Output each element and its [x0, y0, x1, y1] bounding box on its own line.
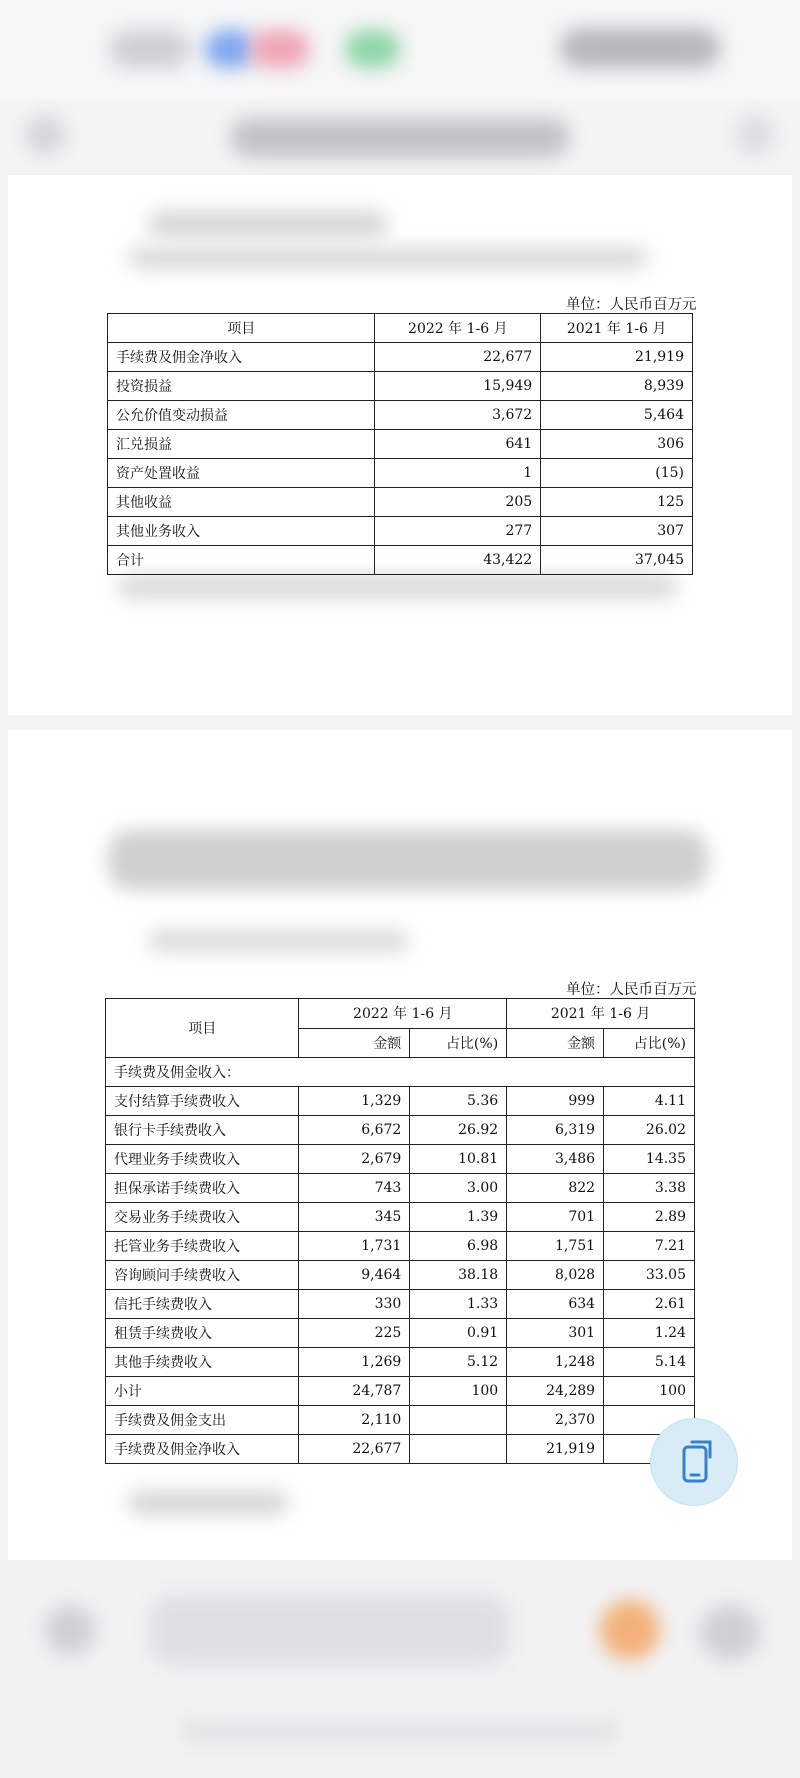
table2-amount-2022: 1,329 — [299, 1087, 410, 1116]
table2-amount-2021: 21,919 — [507, 1435, 604, 1464]
table2-share-2021: 4.11 — [604, 1087, 695, 1116]
table1-value-2022: 43,422 — [375, 546, 541, 575]
page1-text-blurred — [128, 247, 648, 269]
table2-unit: 单位：人民币百万元 — [566, 982, 697, 998]
table1-value-2021: 306 — [541, 430, 693, 459]
table2-share-2021: 5.14 — [604, 1348, 695, 1377]
table1-total-row — [108, 546, 693, 575]
table2-amount-2021: 2,370 — [507, 1406, 604, 1435]
table2-header-amount-2021: 金额 — [507, 1028, 604, 1058]
status-blue-blob — [205, 30, 255, 68]
table2-amount-2021: 8,028 — [507, 1261, 604, 1290]
table2-amount-2022: 1,269 — [299, 1348, 410, 1377]
toolbar-left-icon[interactable] — [45, 1605, 95, 1655]
table2-header-amount-2022: 金额 — [299, 1028, 410, 1058]
table1-row — [108, 488, 693, 517]
table1-value-2022: 3,672 — [375, 401, 541, 430]
table2-row — [106, 1319, 695, 1348]
table2-row-label: 代理业务手续费收入 — [106, 1145, 299, 1174]
table2-share-2022: 38.18 — [410, 1261, 507, 1290]
table2-share-2021: 7.21 — [604, 1232, 695, 1261]
table2-share-2021: 14.35 — [604, 1145, 695, 1174]
table2-row-label: 托管业务手续费收入 — [106, 1232, 299, 1261]
table1-value-2022: 641 — [375, 430, 541, 459]
table2-amount-2021: 1,248 — [507, 1348, 604, 1377]
table1-value-2021: 5,464 — [541, 401, 693, 430]
table1-row — [108, 459, 693, 488]
table2-row-label: 担保承诺手续费收入 — [106, 1174, 299, 1203]
table2-amount-2022: 1,731 — [299, 1232, 410, 1261]
table1-row-label: 手续费及佣金净收入 — [108, 343, 375, 372]
table1-header-2022: 2022 年 1-6 月 — [375, 314, 541, 343]
table2-row-label: 手续费及佣金净收入 — [106, 1435, 299, 1464]
table1-row-label: 资产处置收益 — [108, 459, 375, 488]
table1-value-2021: 21,919 — [541, 343, 693, 372]
rotate-screen-button[interactable] — [650, 1418, 738, 1506]
table2-row — [106, 1203, 695, 1232]
table2-row-label: 咨询顾问手续费收入 — [106, 1261, 299, 1290]
table1-value-2022: 1 — [375, 459, 541, 488]
table2-amount-2022: 6,672 — [299, 1116, 410, 1145]
status-right-blob — [560, 28, 720, 68]
page2-footer-text-blurred — [128, 1490, 288, 1516]
table2-row — [106, 1261, 695, 1290]
table2-share-2022: 3.00 — [410, 1174, 507, 1203]
table2-row — [106, 1290, 695, 1319]
table2-share-2021: 100 — [604, 1377, 695, 1406]
table2-row-label: 小计 — [106, 1377, 299, 1406]
page1-footer-text-blurred — [118, 575, 678, 599]
table1-row — [108, 343, 693, 372]
page2-heading-blurred — [108, 830, 708, 890]
table1-row-label: 其他收益 — [108, 488, 375, 517]
table2-share-2022 — [410, 1435, 507, 1464]
table1-row-label: 其他业务收入 — [108, 517, 375, 546]
table2-header-2022: 2022 年 1-6 月 — [299, 999, 507, 1029]
table2-row-label: 银行卡手续费收入 — [106, 1116, 299, 1145]
table2-amount-2021: 6,319 — [507, 1116, 604, 1145]
table2-section-label: 手续费及佣金收入： — [106, 1058, 695, 1087]
table1-value-2021: (15) — [541, 459, 693, 488]
toolbar-orange-icon[interactable] — [600, 1600, 660, 1660]
table2-row-label: 其他手续费收入 — [106, 1348, 299, 1377]
table2-header-share-2021: 占比(%) — [604, 1028, 695, 1058]
table1-unit: 单位：人民币百万元 — [566, 297, 697, 313]
table2-share-2022: 1.33 — [410, 1290, 507, 1319]
table1-value-2022: 15,949 — [375, 372, 541, 401]
table2-row — [106, 1435, 695, 1464]
table2-row-label: 信托手续费收入 — [106, 1290, 299, 1319]
table2-amount-2021: 24,289 — [507, 1377, 604, 1406]
table2-share-2022: 10.81 — [410, 1145, 507, 1174]
table2-amount-2022: 24,787 — [299, 1377, 410, 1406]
table2-share-2021: 26.02 — [604, 1116, 695, 1145]
table2-row — [106, 1406, 695, 1435]
table2-share-2022: 1.39 — [410, 1203, 507, 1232]
table2-share-2021: 2.61 — [604, 1290, 695, 1319]
more-icon[interactable] — [735, 115, 775, 155]
table2-header-2021: 2021 年 1-6 月 — [507, 999, 695, 1029]
table2-amount-2022: 9,464 — [299, 1261, 410, 1290]
table1 — [107, 313, 693, 575]
table2-share-2022: 5.12 — [410, 1348, 507, 1377]
table2-amount-2021: 634 — [507, 1290, 604, 1319]
rotate-screen-icon — [672, 1437, 716, 1487]
bottom-toolbar — [0, 1560, 800, 1778]
table2-amount-2021: 3,486 — [507, 1145, 604, 1174]
document-title-blurred — [230, 118, 570, 158]
toolbar-right-icon[interactable] — [700, 1605, 760, 1660]
table2-share-2021: 33.05 — [604, 1261, 695, 1290]
table2-amount-2021: 999 — [507, 1087, 604, 1116]
table2-row — [106, 1348, 695, 1377]
table1-row — [108, 372, 693, 401]
table2-row-label: 支付结算手续费收入 — [106, 1087, 299, 1116]
table2-amount-2022: 225 — [299, 1319, 410, 1348]
table2-amount-2021: 822 — [507, 1174, 604, 1203]
table1-value-2021: 307 — [541, 517, 693, 546]
table2-row — [106, 1087, 695, 1116]
table2-share-2022: 0.91 — [410, 1319, 507, 1348]
table2-subtotal-row — [106, 1377, 695, 1406]
home-indicator-blurred — [180, 1720, 620, 1742]
table2-amount-2021: 301 — [507, 1319, 604, 1348]
table1-row-label: 投资损益 — [108, 372, 375, 401]
table2-share-2022: 100 — [410, 1377, 507, 1406]
table1-value-2022: 22,677 — [375, 343, 541, 372]
table2-amount-2022: 2,679 — [299, 1145, 410, 1174]
table2-share-2021: 2.89 — [604, 1203, 695, 1232]
table1-header-2021: 2021 年 1-6 月 — [541, 314, 693, 343]
table1-header-item: 项目 — [108, 314, 375, 343]
table2-share-2022: 5.36 — [410, 1087, 507, 1116]
status-left-blob — [110, 30, 190, 68]
table1-value-2022: 205 — [375, 488, 541, 517]
table2-share-2022: 26.92 — [410, 1116, 507, 1145]
table1-row — [108, 401, 693, 430]
table2-header-row-1 — [106, 999, 695, 1029]
table2-row — [106, 1232, 695, 1261]
table2-amount-2021: 1,751 — [507, 1232, 604, 1261]
table2-amount-2022: 330 — [299, 1290, 410, 1319]
table2-share-2022: 6.98 — [410, 1232, 507, 1261]
table1-value-2022: 277 — [375, 517, 541, 546]
table2 — [105, 998, 695, 1464]
table2-header-share-2022: 占比(%) — [410, 1028, 507, 1058]
table2-share-2022 — [410, 1406, 507, 1435]
table1-value-2021: 125 — [541, 488, 693, 517]
table1-row-label: 汇兑损益 — [108, 430, 375, 459]
table2-row-label: 手续费及佣金支出 — [106, 1406, 299, 1435]
table1-row-label: 合计 — [108, 546, 375, 575]
table1-row — [108, 430, 693, 459]
table2-share-2021: 1.24 — [604, 1319, 695, 1348]
table2-row-label: 交易业务手续费收入 — [106, 1203, 299, 1232]
table2-share-2021: 3.38 — [604, 1174, 695, 1203]
toolbar-input-blurred[interactable] — [150, 1595, 510, 1665]
table1-value-2021: 37,045 — [541, 546, 693, 575]
table1-value-2021: 8,939 — [541, 372, 693, 401]
table2-row — [106, 1116, 695, 1145]
table2-section-row — [106, 1058, 695, 1087]
table2-amount-2022: 22,677 — [299, 1435, 410, 1464]
status-pink-blob — [250, 30, 310, 68]
page1-heading-blurred — [148, 210, 388, 238]
table2-row — [106, 1174, 695, 1203]
table2-amount-2022: 345 — [299, 1203, 410, 1232]
back-icon[interactable] — [25, 115, 65, 155]
table1-header-row — [108, 314, 693, 343]
table2-amount-2022: 743 — [299, 1174, 410, 1203]
status-green-blob — [345, 30, 400, 68]
table2-row — [106, 1145, 695, 1174]
table2-amount-2021: 701 — [507, 1203, 604, 1232]
table2-header-item: 项目 — [106, 999, 299, 1058]
table1-row — [108, 517, 693, 546]
table2-amount-2022: 2,110 — [299, 1406, 410, 1435]
page2-text-blurred — [148, 930, 408, 952]
status-bar — [0, 0, 800, 100]
table2-row-label: 租赁手续费收入 — [106, 1319, 299, 1348]
table1-row-label: 公允价值变动损益 — [108, 401, 375, 430]
